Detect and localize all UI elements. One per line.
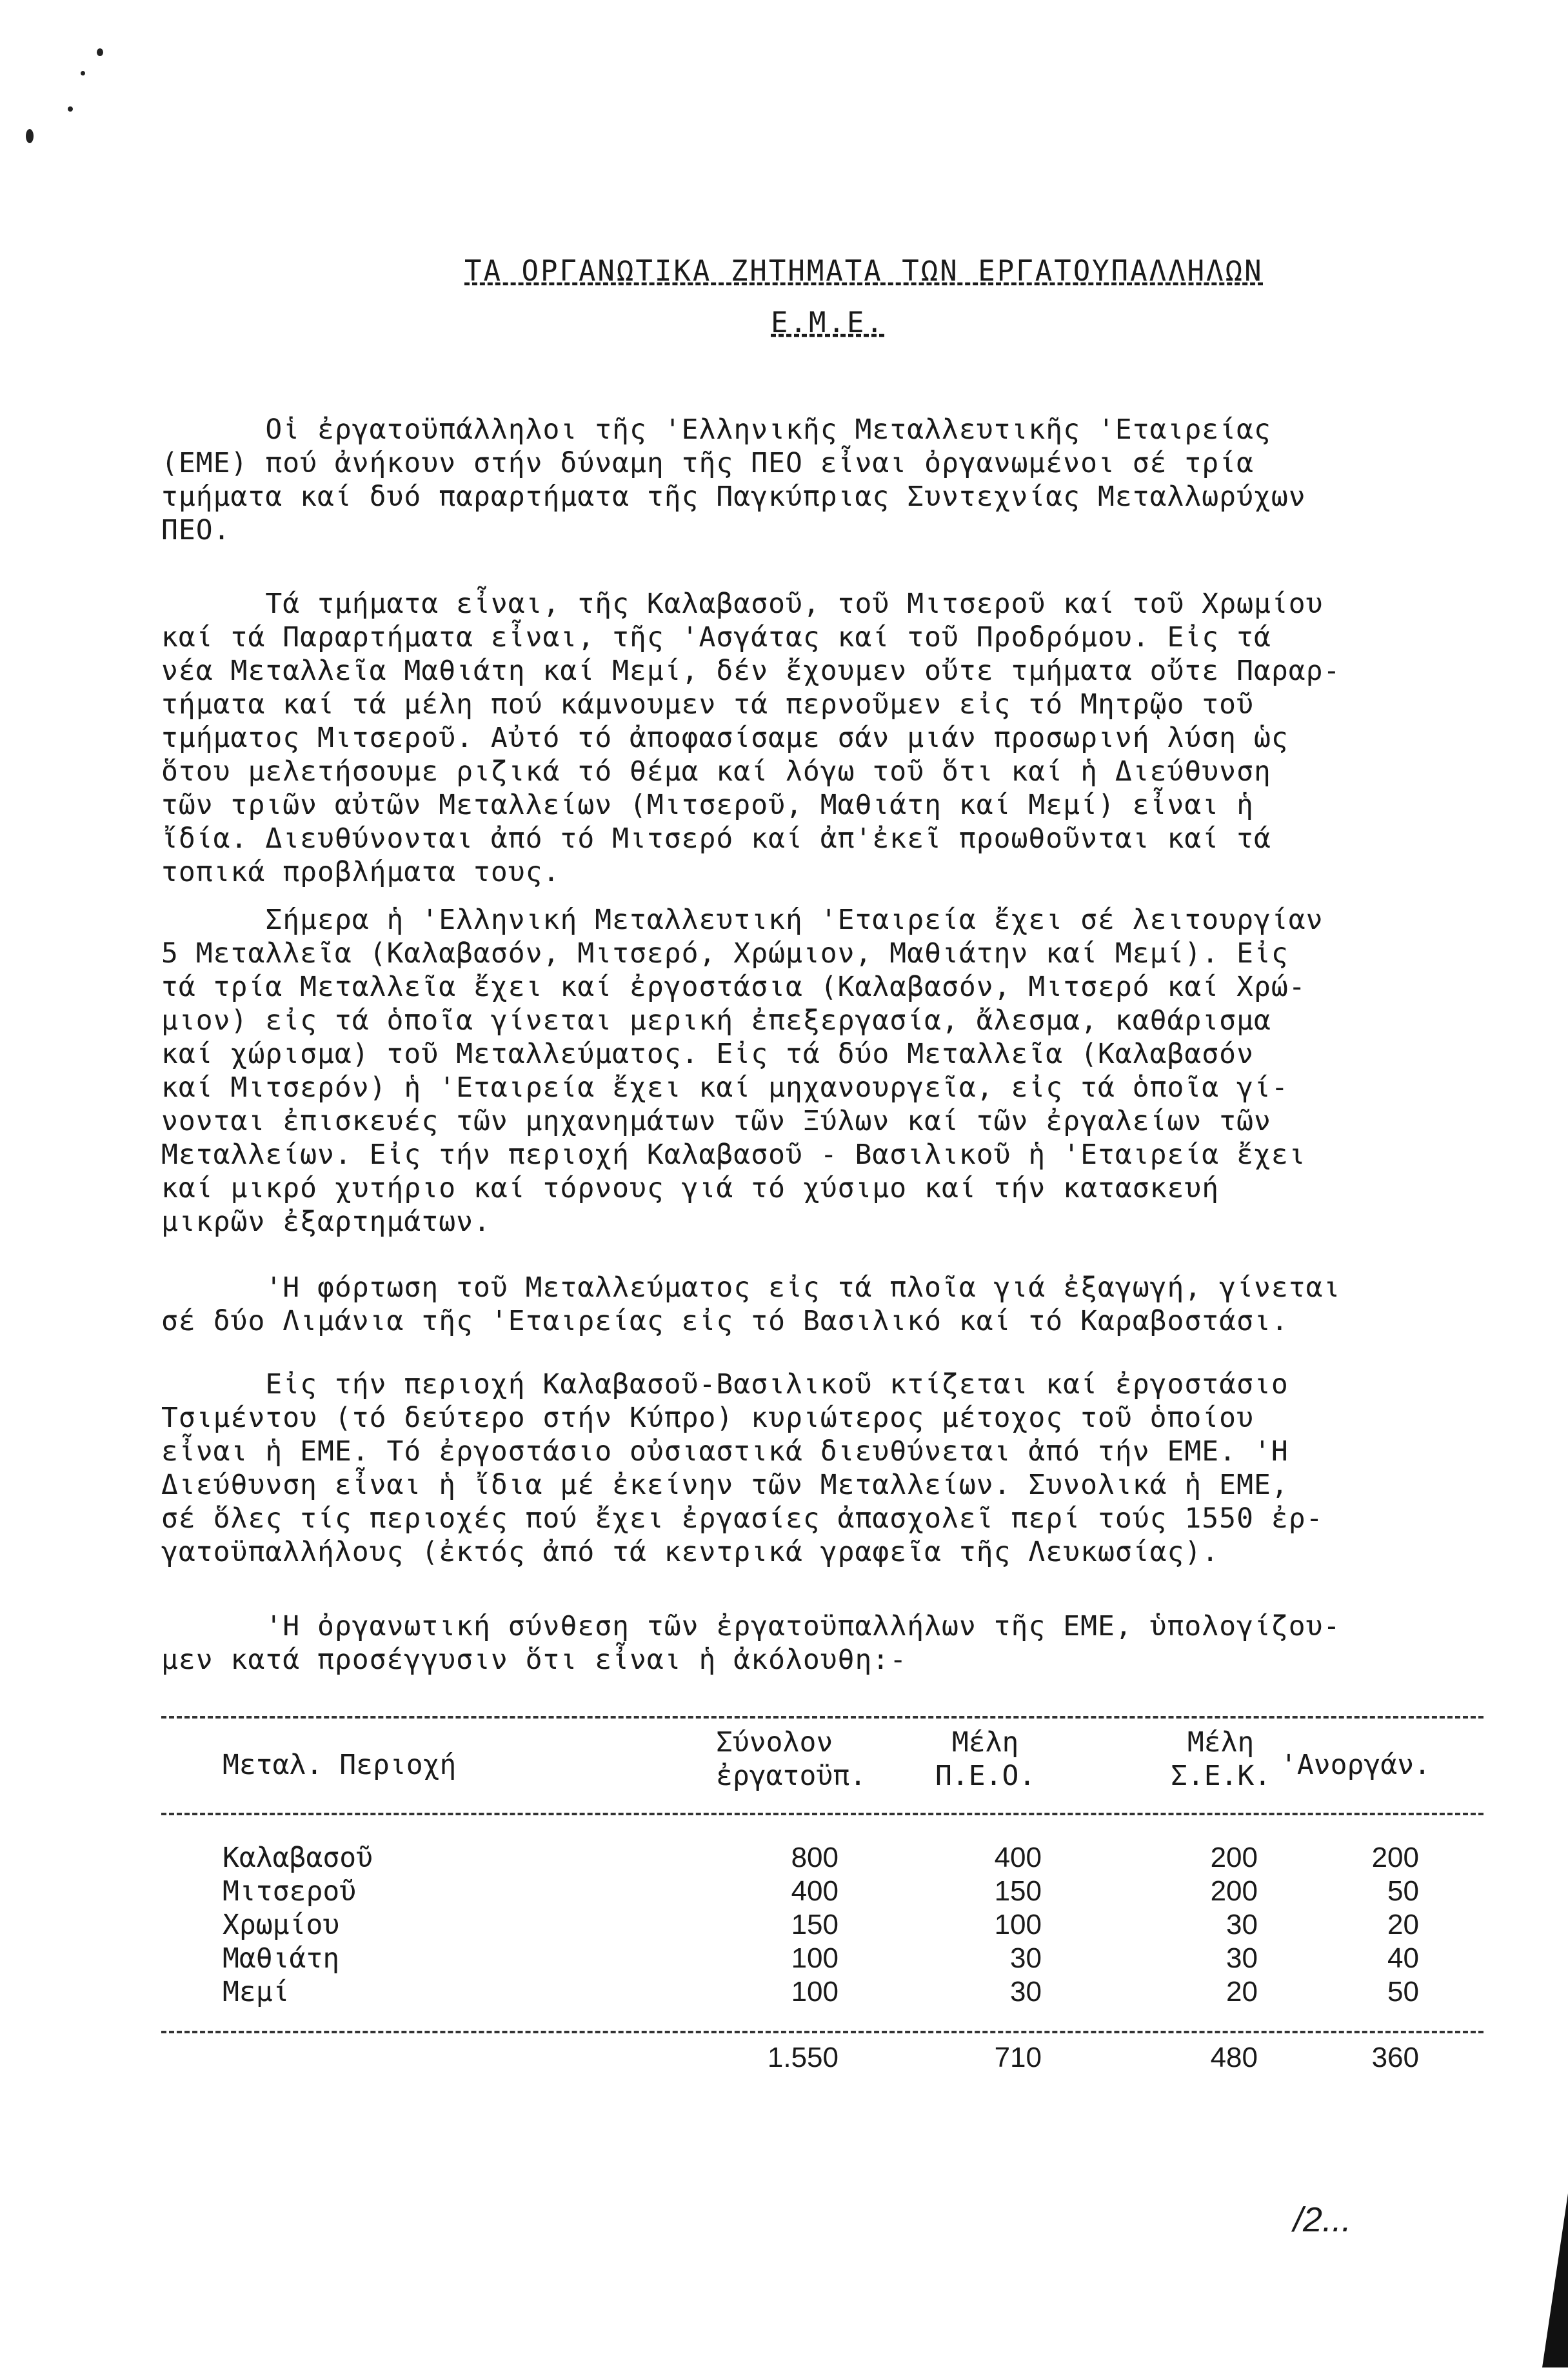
table-body [161,1842,1484,2009]
scan-speck [26,129,34,143]
peo-cell: 400 [994,1842,1042,1873]
header-unorganized: 'Ανοργάν. [1280,1749,1431,1781]
peo-cell: 100 [994,1909,1042,1940]
paragraph-5: Εἰς τήν περιοχή Καλαβασοῦ-Βασιλικοῦ κτίζεται καί ἐργοστάσιο Τσιμέντου (τό δεύτερο στήν Κύπρο) κυριώτερος μέτοχος τοῦ ὁποίου εἶναι ἡ ΕΜΕ. Τό ἐργοστάσιο οὐσιαστικά διευθύνεται ἀπό τήν ΕΜΕ. 'Η Διεύθυνση εἶναι ἡ ἴδια μέ ἐκείνην τῶν Μεταλλείων. Συνολικά ἡ ΕΜΕ, σέ ὅλες τίς περιοχές πού ἔχει ἐργασίες ἀπασχολεῖ περί τούς 1550 ἐρ- γατοϋπαλλήλους (ἐκτός ἀπό τά κεντρικά γραφεῖα τῆς Λευκωσίας). [161,1368,1324,1568]
region-cell: Μεμί [223,1976,290,2008]
table-totals-row [161,2042,1484,2080]
unorganized-cell: 50 [1387,1875,1419,1907]
region-cell: Καλαβασοῦ [223,1842,373,1874]
sek-cell: 30 [1226,1942,1258,1974]
sek-cell: 30 [1226,1909,1258,1940]
table-row [161,1942,1484,1976]
page-marker: /2... [1293,2200,1352,2239]
header-region: Μεταλ. Περιοχή [223,1749,457,1781]
header-total: Σύνολον ἐργατοϋπ. [716,1726,866,1792]
total-cell: 150 [791,1909,839,1940]
total-cell: 800 [791,1842,839,1873]
unorganized-cell: 50 [1387,1976,1419,2008]
peo-cell: 150 [994,1875,1042,1907]
scan-speck [81,71,85,75]
sek-cell: 200 [1210,1842,1258,1873]
peo-sum: 710 [994,2042,1042,2073]
total-sum: 1.550 [767,2042,839,2073]
region-cell: Μιτσεροῦ [223,1875,357,1908]
total-cell: 100 [791,1976,839,2008]
peo-cell: 30 [1010,1942,1042,1974]
table-row [161,1976,1484,2009]
table-row [161,1875,1484,1909]
document-subtitle: Ε.Μ.Ε. [771,306,885,339]
unorganized-cell: 20 [1387,1909,1419,1940]
unorganized-cell: 40 [1387,1942,1419,1974]
sek-sum: 480 [1210,2042,1258,2073]
scan-speck [97,48,103,56]
table-top-rule [161,1716,1484,1719]
paragraph-2: Τά τμήματα εἶναι, τῆς Καλαβασοῦ, τοῦ Μιτσεροῦ καί τοῦ Χρωμίου καί τά Παραρτήματα εἶναι, τῆς 'Ασγάτας καί τοῦ Προδρόμου. Εἰς τά νέα Μεταλλεῖα Μαθιάτη καί Μεμί, δέν ἔχουμεν οὔτε τμήματα οὔτε Παραρ- τήματα καί τά μέλη πού κάμνουμεν τά περνοῦμεν εἰς τό Μητρῷο τοῦ τμήματος Μιτσεροῦ. Αὐτό τό ἀποφασίσαμε σάν μιάν προσωρινή λύση ὡς ὅτου μελετήσουμε ριζικά τό θέμα καί λόγω τοῦ ὅτι καί ἡ Διεύθυνση τῶν τριῶν αὐτῶν Μεταλλείων (Μιτσεροῦ, Μαθιάτη καί Μεμί) εἶναι ἡ ἴδία. Διευθύνονται ἀπό τό Μιτσερό καί ἀπ'ἐκεῖ προωθοῦνται καί τά τοπικά προβλήματα τους. [161,588,1341,888]
table-row [161,1909,1484,1942]
total-cell: 400 [791,1875,839,1907]
paragraph-4: 'Η φόρτωση τοῦ Μεταλλεύματος εἰς τά πλοῖα γιά ἐξαγωγή, γίνεται σέ δύο Λιμάνια τῆς 'Εταιρείας εἰς τό Βασιλικό καί τό Καραβοστάσι. [161,1271,1341,1337]
header-sek: Μέλη Σ.Ε.Κ. [1171,1726,1271,1792]
paragraph-6: 'Η ὀργανωτική σύνθεση τῶν ἐργατοϋπαλλήλων τῆς ΕΜΕ, ὑπολογίζου- μεν κατά προσέγγυσιν ὅτι εἶναι ἡ ἀκόλουθη:- [161,1610,1341,1676]
unorganized-cell: 200 [1371,1842,1419,1873]
scan-edge-mark [1542,2193,1568,2367]
table-header-rule [161,1813,1484,1815]
header-peo: Μέλη Π.Ε.Ο. [935,1726,1036,1792]
scan-speck [68,106,73,112]
sek-cell: 20 [1226,1976,1258,2008]
region-cell: Χρωμίου [223,1909,340,1941]
paragraph-3: Σήμερα ἡ 'Ελληνική Μεταλλευτική 'Εταιρεία ἔχει σέ λειτουργίαν 5 Μεταλλεῖα (Καλαβασόν, Μιτσερό, Χρώμιον, Μαθιάτην καί Μεμί). Εἰς τά τρία Μεταλλεῖα ἔχει καί ἐργοστάσια (Καλαβασόν, Μιτσερό καί Χρώ- μιον) εἰς τά ὁποῖα γίνεται μερική ἐπεξεργασία, ἄλεσμα, καθάρισμα καί χώρισμα) τοῦ Μεταλλεύματος. Εἰς τά δύο Μεταλλεῖα (Καλαβασόν καί Μιτσερόν) ἡ 'Εταιρεία ἔχει καί μηχανουργεῖα, εἰς τά ὁποῖα γί- νονται ἐπισκευές τῶν μηχανημάτων τῶν Ξύλων καί τῶν ἐργαλείων τῶν Μεταλλείων. Εἰς τήν περιοχή Καλαβασοῦ - Βασιλικοῦ ἡ 'Εταιρεία ἔχει καί μικρό χυτήριο καί τόρνους γιά τό χύσιμο καί τήν κατασκευή μικρῶν ἐξαρτημάτων. [161,904,1324,1238]
table-totals-rule [161,2031,1484,2033]
paragraph-1: Οἱ ἐργατοϋπάλληλοι τῆς 'Ελληνικῆς Μεταλλευτικῆς 'Εταιρείας (ΕΜΕ) πού ἀνήκουν στήν δύναμη τῆς ΠΕΟ εἶναι ὀργανωμένοι σέ τρία τμήματα καί δυό παραρτήματα τῆς Παγκύπριας Συντεχνίας Μεταλλωρύχων ΠΕΟ. [161,414,1306,546]
total-cell: 100 [791,1942,839,1974]
document-title: ΤΑ ΟΡΓΑΝΩΤΙΚΑ ΖΗΤΗΜΑΤΑ ΤΩΝ ΕΡΓΑΤΟΥΠΑΛΛΗΛΩΝ [464,255,1264,288]
region-cell: Μαθιάτη [223,1942,340,1975]
sek-cell: 200 [1210,1875,1258,1907]
table-row [161,1842,1484,1875]
peo-cell: 30 [1010,1976,1042,2008]
unorganized-sum: 360 [1371,2042,1419,2073]
